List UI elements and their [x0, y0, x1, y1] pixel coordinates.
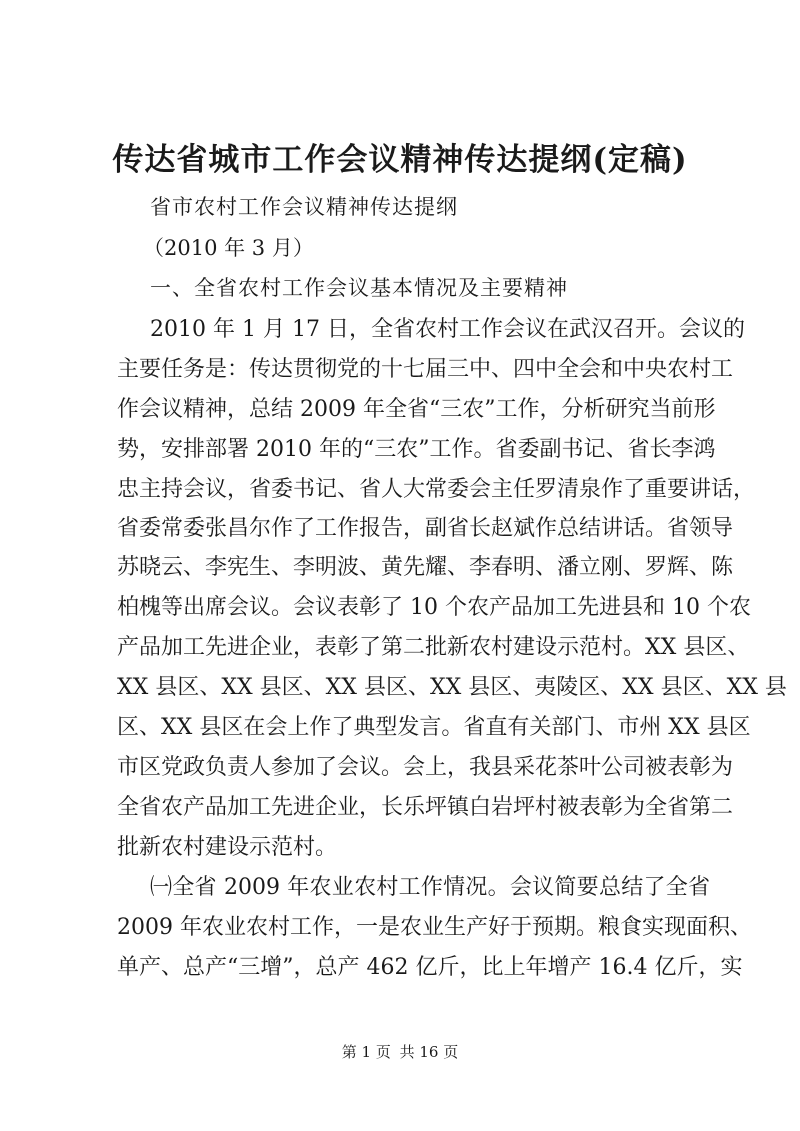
- paragraph-line: 市区党政负责人参加了会议。会上，我县采花茶叶公司被表彰为: [117, 755, 734, 780]
- paragraph-line: 势，安排部署 2010 年的“三农”工作。省委副书记、省长李鸿: [117, 437, 716, 462]
- paragraph-line: 苏晓云、李宪生、李明波、黄先耀、李春明、潘立刚、罗辉、陈: [117, 555, 734, 580]
- document-title: 传达省城市工作会议精神传达提纲(定稿): [112, 142, 688, 178]
- paragraph-line: 主要任务是：传达贯彻党的十七届三中、四中全会和中央农村工: [117, 357, 734, 382]
- page-number: 第 1 页: [341, 1043, 391, 1061]
- paragraph-line: 单产、总产“三增”，总产 462 亿斤，比上年增产 16.4 亿斤，实: [117, 955, 743, 980]
- paragraph-line: 批新农村建设示范村。: [117, 835, 338, 860]
- paragraph-line: 柏槐等出席会议。会议表彰了 10 个农产品加工先进县和 10 个农: [117, 595, 751, 620]
- paragraph-line: 省委常委张昌尔作了工作报告，副省长赵斌作总结讲话。省领导: [117, 516, 734, 541]
- paragraph-line: 忠主持会议，省委书记、省人大常委会主任罗清泉作了重要讲话，: [117, 477, 756, 502]
- document-subtitle: 省市农村工作会议精神传达提纲: [150, 195, 458, 219]
- paragraph-line: 作会议精神，总结 2009 年全省“三农”工作，分析研究当前形: [117, 397, 716, 422]
- paragraph-line: 产品加工先进企业，表彰了第二批新农村建设示范村。XX 县区、: [117, 635, 750, 660]
- paragraph-line: ㈠全省 2009 年农业农村工作情况。会议简要总结了全省: [150, 875, 710, 900]
- document-date: （2010 年 3 月）: [143, 236, 314, 260]
- paragraph-line: XX 县区、XX 县区、XX 县区、XX 县区、夷陵区、XX 县区、XX 县: [117, 675, 787, 700]
- paragraph-line: 全省农产品加工先进企业，长乐坪镇白岩坪村被表彰为全省第二: [117, 795, 734, 820]
- section-heading-1: 一、全省农村工作会议基本情况及主要精神: [150, 276, 568, 300]
- paragraph-line: 2009 年农业农村工作，一是农业生产好于预期。粮食实现面积、: [117, 915, 752, 940]
- paragraph-line: 2010 年 1 月 17 日，全省农村工作会议在武汉召开。会议的: [150, 317, 745, 342]
- page-footer: [0, 1042, 800, 1062]
- page-total: 共 16 页: [399, 1043, 459, 1061]
- paragraph-line: 区、XX 县区在会上作了典型发言。省直有关部门、市州 XX 县区: [117, 715, 751, 740]
